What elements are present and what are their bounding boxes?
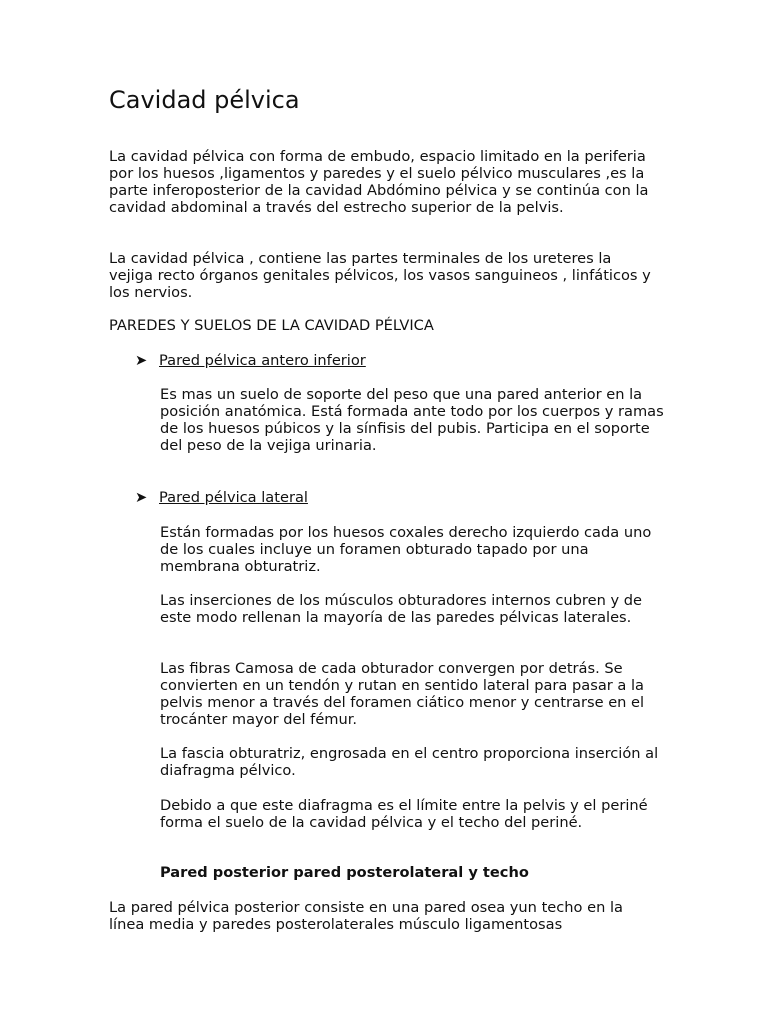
- lateral-paragraph: Las inserciones de los músculos obturadores internos cubren y de este modo rellenan la mayoría de las paredes pélvicas laterales.: [160, 592, 642, 626]
- bullet-pared-lateral: [135, 489, 308, 506]
- bullet-label: Pared pélvica lateral: [159, 489, 308, 506]
- posterior-heading: Pared posterior pared posterolateral y techo: [160, 864, 529, 881]
- posterior-paragraph: La pared pélvica posterior consiste en una pared osea yun techo en la línea media y paredes posterolaterales músculo ligamentosas: [109, 899, 623, 933]
- contents-paragraph: La cavidad pélvica , contiene las partes terminales de los ureteres la vejiga recto órganos genitales pélvicos, los vasos sanguineos , linfáticos y los nervios.: [109, 250, 651, 301]
- arrow-bullet-icon: ➤: [135, 489, 148, 506]
- lateral-paragraph: Las fibras Camosa de cada obturador convergen por detrás. Se convierten en un tendón y rutan en sentido lateral para pasar a la pelvis menor a través del foramen ciático menor y centrarse en el trocánter mayor del fémur.: [160, 660, 645, 728]
- bullet-label: Pared pélvica antero inferior: [159, 352, 366, 369]
- page-title: Cavidad pélvica: [109, 86, 300, 114]
- section-heading: PAREDES Y SUELOS DE LA CAVIDAD PÉLVICA: [109, 317, 434, 334]
- bullet-pared-antero-inferior: [135, 352, 366, 369]
- arrow-bullet-icon: ➤: [135, 352, 148, 369]
- lateral-paragraph: La fascia obturatriz, engrosada en el centro proporciona inserción al diafragma pélvico.: [160, 745, 659, 779]
- lateral-paragraph: Debido a que este diafragma es el límite entre la pelvis y el periné forma el suelo de la cavidad pélvica y el techo del periné.: [160, 797, 648, 831]
- antero-inferior-paragraph: Es mas un suelo de soporte del peso que una pared anterior en la posición anatómica. Está formada ante todo por los cuerpos y ramas de los huesos púbicos y la sínfisis del pubis. Participa en el soporte del peso de la vejiga urinaria.: [160, 386, 664, 454]
- intro-paragraph: La cavidad pélvica con forma de embudo, espacio limitado en la periferia por los huesos ,ligamentos y paredes y el suelo pélvico musculares ,es la parte inferoposterior de la cavidad Abdómino pélvica y se continúa con la cavidad abdominal a través del estrecho superior de la pelvis.: [109, 148, 649, 216]
- lateral-paragraph: Están formadas por los huesos coxales derecho izquierdo cada uno de los cuales incluye un foramen obturado tapado por una membrana obturatriz.: [160, 524, 652, 575]
